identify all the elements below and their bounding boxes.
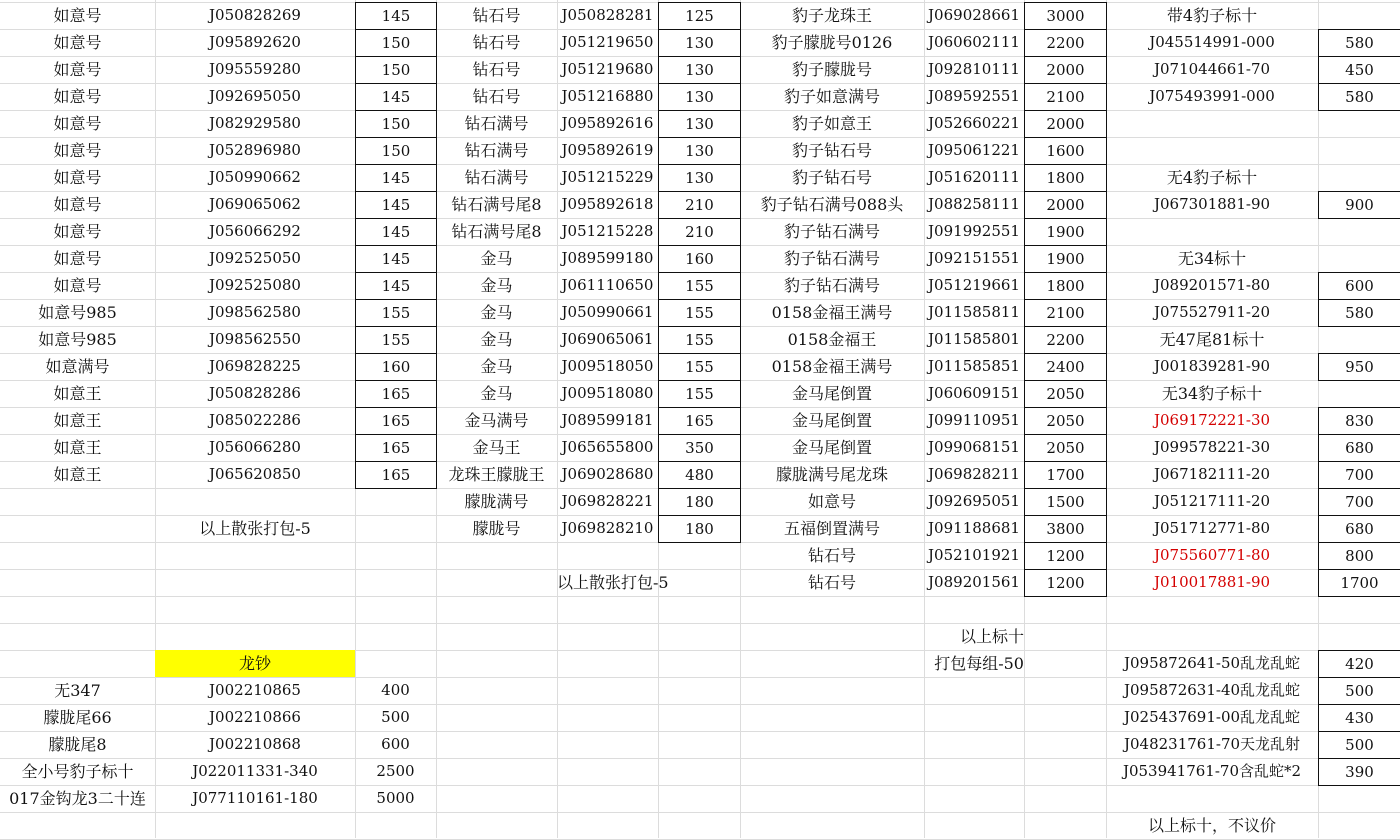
item-name: 豹子龙珠王 (791, 5, 872, 25)
bundle-note: 打包每组-50 (934, 653, 1024, 673)
price-cell: 130 (658, 56, 741, 84)
item-name: 如意号 (807, 491, 856, 511)
item-name: 朦胧满号尾龙珠 (775, 464, 888, 484)
price-cell: 130 (658, 137, 741, 165)
serial-number: J089201571-80 (1153, 276, 1271, 294)
item-name: 金马满号 (464, 410, 529, 430)
serial-number: J001839281-90 (1153, 357, 1271, 375)
price-cell: 500 (381, 708, 410, 726)
item-name: 如意号 (53, 5, 102, 25)
item-name: 金马尾倒置 (791, 383, 872, 403)
item-name: 0158金福王满号 (771, 356, 893, 376)
serial-number: J088258111 (928, 195, 1020, 213)
price-cell: 165 (355, 380, 437, 408)
price-cell: 155 (658, 272, 741, 300)
grid-row-line (0, 623, 1400, 624)
item-name: 017金钩龙3二十连 (9, 788, 146, 808)
price-cell: 390 (1318, 758, 1400, 786)
price-cell: 165 (355, 461, 437, 489)
serial-number: J065620850 (209, 465, 301, 483)
serial-number: J051712771-80 (1153, 519, 1271, 537)
serial-number: J092151551 (928, 249, 1020, 267)
serial-number: J060609151 (928, 384, 1020, 402)
price-cell: 3000 (1024, 2, 1107, 30)
item-name: 金马王 (472, 437, 521, 457)
serial-number: J069828225 (209, 357, 301, 375)
serial-number: J082929580 (209, 114, 301, 132)
serial-number: J069065061 (561, 330, 654, 348)
item-name: 钻石满号 (464, 140, 529, 160)
item-name: 朦胧尾8 (48, 734, 107, 754)
price-cell: 2050 (1024, 434, 1107, 462)
serial-label: J095872641-50乱龙乱蛇 (1123, 654, 1301, 672)
serial-label: J048231761-70天龙乱射 (1123, 735, 1301, 753)
price-cell: 1600 (1024, 137, 1107, 165)
price-cell: 155 (658, 353, 741, 381)
serial-number: J051219680 (561, 60, 654, 78)
item-name: 如意号 (53, 86, 102, 106)
item-name: 0158金福王 (787, 329, 877, 349)
price-cell: 130 (658, 164, 741, 192)
item-name: 如意号985 (38, 329, 117, 349)
item-name: 如意号 (53, 32, 102, 52)
serial-number: J052660221 (928, 114, 1020, 132)
serial-number: J075560771-80 (1153, 546, 1271, 564)
item-name: 如意王 (53, 464, 102, 484)
item-name: 豹子钻石满号088头 (760, 194, 904, 214)
serial-number: J009518050 (561, 357, 654, 375)
serial-number: J077110161-180 (192, 789, 318, 807)
item-name: 如意号 (53, 140, 102, 160)
item-name: 金马 (480, 383, 513, 403)
serial-number: J091992551 (928, 222, 1020, 240)
item-name: 如意号 (53, 248, 102, 268)
item-name: 如意号 (53, 221, 102, 241)
serial-number: J022011331-340 (192, 762, 318, 780)
group-header: 无34标十 (1177, 248, 1247, 268)
serial-number: J051219661 (928, 276, 1020, 294)
item-name: 豹子钻石号 (791, 167, 872, 187)
item-name: 豹子如意满号 (783, 86, 880, 106)
price-cell: 2500 (376, 762, 415, 780)
item-name: 金马尾倒置 (791, 410, 872, 430)
serial-label: J053941761-70含乱蛇*2 (1122, 762, 1302, 780)
price-cell: 210 (658, 218, 741, 246)
serial-number: J050990662 (209, 168, 301, 186)
serial-number: J092695051 (928, 492, 1020, 510)
price-cell: 350 (658, 434, 741, 462)
item-name: 全小号豹子标十 (21, 761, 134, 781)
item-name: 如意号 (53, 167, 102, 187)
price-cell: 150 (355, 110, 437, 138)
item-name: 金马 (480, 248, 513, 268)
price-cell: 1200 (1024, 542, 1107, 570)
price-cell: 160 (658, 245, 741, 273)
price-cell: 950 (1318, 353, 1400, 381)
serial-number: J089201561 (928, 573, 1020, 591)
item-name: 豹子钻石满号 (783, 248, 880, 268)
serial-number: J051215229 (561, 168, 654, 186)
price-cell: 180 (658, 515, 741, 543)
price-cell: 3800 (1024, 515, 1107, 543)
price-cell: 400 (381, 681, 410, 699)
serial-number: J002210866 (209, 708, 301, 726)
item-name: 钻石满号 (464, 113, 529, 133)
price-cell: 800 (1318, 542, 1400, 570)
price-cell: 900 (1318, 191, 1400, 219)
item-name: 金马 (480, 329, 513, 349)
item-name: 如意王 (53, 410, 102, 430)
serial-number: J011585801 (928, 330, 1020, 348)
price-cell: 480 (658, 461, 741, 489)
price-cell: 1500 (1024, 488, 1107, 516)
item-name: 如意号985 (38, 302, 117, 322)
price-cell: 145 (355, 218, 437, 246)
price-cell: 1700 (1024, 461, 1107, 489)
price-cell: 2200 (1024, 326, 1107, 354)
price-cell: 155 (355, 299, 437, 327)
serial-number: J069172221-30 (1153, 411, 1271, 429)
item-name: 如意王 (53, 437, 102, 457)
item-name: 如意号 (53, 59, 102, 79)
serial-number: J051217111-20 (1153, 492, 1271, 510)
item-name: 金马 (480, 356, 513, 376)
price-cell: 145 (355, 2, 437, 30)
price-cell: 680 (1318, 515, 1400, 543)
serial-number: J011585811 (928, 303, 1020, 321)
bundle-note: 以上标十 (959, 626, 1024, 646)
item-name: 0158金福王满号 (771, 302, 893, 322)
price-cell: 145 (355, 83, 437, 111)
price-cell: 160 (355, 353, 437, 381)
serial-number: J095892616 (561, 114, 654, 132)
item-name: 豹子如意王 (791, 113, 872, 133)
serial-number: J089592551 (928, 87, 1020, 105)
price-cell: 700 (1318, 488, 1400, 516)
price-cell: 145 (355, 245, 437, 273)
item-name: 金马 (480, 302, 513, 322)
serial-number: J002210865 (209, 681, 301, 699)
price-cell: 700 (1318, 461, 1400, 489)
serial-number: J098562550 (209, 330, 301, 348)
price-cell: 2050 (1024, 407, 1107, 435)
serial-number: J089599180 (561, 249, 654, 267)
price-cell: 165 (658, 407, 741, 435)
bundle-note: 以上散张打包-5 (199, 518, 311, 538)
price-cell: 680 (1318, 434, 1400, 462)
price-cell: 580 (1318, 83, 1400, 111)
serial-number: J091188681 (928, 519, 1020, 537)
price-cell: 155 (658, 380, 741, 408)
serial-number: J089599181 (561, 411, 654, 429)
serial-number: J069828210 (561, 519, 654, 537)
price-cell: 2100 (1024, 299, 1107, 327)
item-name: 豹子朦胧号 (791, 59, 872, 79)
serial-number: J060602111 (928, 33, 1020, 51)
serial-number: J071044661-70 (1153, 60, 1271, 78)
price-cell: 5000 (376, 789, 415, 807)
serial-number: J045514991-000 (1149, 33, 1275, 51)
bundle-note: 以上散张打包-5 (557, 572, 669, 592)
serial-number: J067182111-20 (1153, 465, 1271, 483)
serial-number: J056066280 (209, 438, 301, 456)
serial-number: J069065062 (209, 195, 301, 213)
item-name: 钻石号 (472, 5, 521, 25)
item-name: 金马尾倒置 (791, 437, 872, 457)
item-name: 豹子钻石满号 (783, 221, 880, 241)
price-cell: 130 (658, 29, 741, 57)
price-cell: 210 (658, 191, 741, 219)
item-name: 钻石号 (472, 59, 521, 79)
serial-number: J092525080 (209, 276, 301, 294)
serial-number: J050828281 (561, 6, 654, 24)
serial-number: J050990661 (561, 303, 654, 321)
price-cell: 2400 (1024, 353, 1107, 381)
serial-number: J052101921 (928, 546, 1020, 564)
item-name: 如意号 (53, 113, 102, 133)
group-header: 带4豹子标十 (1166, 5, 1258, 25)
item-name: 豹子钻石号 (791, 140, 872, 160)
serial-number: J056066292 (209, 222, 301, 240)
price-cell: 145 (355, 164, 437, 192)
price-cell: 2000 (1024, 110, 1107, 138)
item-name: 钻石满号 (464, 167, 529, 187)
serial-number: J098562580 (209, 303, 301, 321)
price-cell: 450 (1318, 56, 1400, 84)
price-cell: 1800 (1024, 272, 1107, 300)
item-name: 如意号 (53, 194, 102, 214)
price-cell: 150 (355, 56, 437, 84)
section-title-longchao: 龙钞 (155, 650, 355, 677)
serial-number: J092525050 (209, 249, 301, 267)
serial-number: J095559280 (209, 60, 301, 78)
price-cell: 1200 (1024, 569, 1107, 597)
serial-label: J025437691-00乱龙乱蛇 (1123, 708, 1301, 726)
serial-number: J065655800 (561, 438, 654, 456)
group-header: 无47尾81标十 (1159, 329, 1265, 349)
item-name: 如意王 (53, 383, 102, 403)
serial-number: J092810111 (928, 60, 1020, 78)
price-cell: 500 (1318, 677, 1400, 705)
price-cell: 155 (658, 326, 741, 354)
serial-number: J051620111 (928, 168, 1020, 186)
serial-number: J051219650 (561, 33, 654, 51)
item-name: 如意满号 (45, 356, 110, 376)
serial-number: J085022286 (209, 411, 301, 429)
serial-number: J099110951 (928, 411, 1020, 429)
price-cell: 580 (1318, 29, 1400, 57)
serial-number: J067301881-90 (1153, 195, 1271, 213)
serial-number: J069828221 (561, 492, 654, 510)
serial-number: J075527911-20 (1153, 303, 1271, 321)
price-cell: 1800 (1024, 164, 1107, 192)
serial-number: J061110650 (561, 276, 654, 294)
price-cell: 430 (1318, 704, 1400, 732)
item-name: 钻石号 (472, 86, 521, 106)
price-cell: 165 (355, 407, 437, 435)
price-cell: 1700 (1318, 569, 1400, 597)
price-cell: 2000 (1024, 191, 1107, 219)
price-cell: 580 (1318, 299, 1400, 327)
item-name: 钻石号 (807, 572, 856, 592)
serial-number: J095061221 (928, 141, 1020, 159)
item-name: 无347 (54, 680, 101, 700)
price-cell: 2100 (1024, 83, 1107, 111)
price-cell: 1900 (1024, 245, 1107, 273)
serial-number: J050828286 (209, 384, 301, 402)
item-name: 朦胧号 (472, 518, 521, 538)
serial-number: J051216880 (561, 87, 654, 105)
no-bargain-note: 以上标十，不议价 (1147, 815, 1276, 835)
price-cell: 830 (1318, 407, 1400, 435)
serial-number: J050828269 (209, 6, 301, 24)
serial-label: J095872631-40乱龙乱蛇 (1123, 681, 1301, 699)
serial-number: J095892618 (561, 195, 654, 213)
serial-number: J052896980 (209, 141, 301, 159)
price-cell: 155 (658, 299, 741, 327)
price-cell: 2000 (1024, 56, 1107, 84)
serial-number: J095892619 (561, 141, 654, 159)
group-header: 无34豹子标十 (1161, 383, 1263, 403)
item-name: 五福倒置满号 (783, 518, 880, 538)
serial-number: J011585851 (928, 357, 1020, 375)
price-cell: 1900 (1024, 218, 1107, 246)
item-name: 钻石满号尾8 (451, 221, 542, 241)
serial-number: J099578221-30 (1153, 438, 1271, 456)
price-cell: 600 (381, 735, 410, 753)
serial-number: J051215228 (561, 222, 654, 240)
serial-number: J002210868 (209, 735, 301, 753)
price-cell: 500 (1318, 731, 1400, 759)
item-name: 金马 (480, 275, 513, 295)
price-cell: 145 (355, 191, 437, 219)
serial-number: J010017881-90 (1153, 573, 1271, 591)
price-cell: 420 (1318, 650, 1400, 678)
group-header: 无4豹子标十 (1166, 167, 1258, 187)
serial-number: J092695050 (209, 87, 301, 105)
price-cell: 150 (355, 29, 437, 57)
item-name: 豹子朦胧号0126 (771, 32, 893, 52)
item-name: 如意号 (53, 275, 102, 295)
price-cell: 130 (658, 110, 741, 138)
serial-number: J069028680 (561, 465, 654, 483)
item-name: 朦胧满号 (464, 491, 529, 511)
price-cell: 125 (658, 2, 741, 30)
serial-number: J009518080 (561, 384, 654, 402)
price-cell: 150 (355, 137, 437, 165)
price-cell: 155 (355, 326, 437, 354)
serial-number: J069028661 (928, 6, 1020, 24)
price-cell: 2050 (1024, 380, 1107, 408)
item-name: 钻石满号尾8 (451, 194, 542, 214)
price-cell: 130 (658, 83, 741, 111)
serial-number: J069828211 (928, 465, 1020, 483)
price-cell: 600 (1318, 272, 1400, 300)
item-name: 朦胧尾66 (43, 707, 112, 727)
grid-row-line (0, 596, 1400, 597)
item-name: 钻石号 (807, 545, 856, 565)
serial-number: J099068151 (928, 438, 1020, 456)
serial-number: J075493991-000 (1149, 87, 1275, 105)
item-name: 龙珠王朦胧王 (448, 464, 545, 484)
serial-number: J095892620 (209, 33, 301, 51)
price-cell: 165 (355, 434, 437, 462)
item-name: 豹子钻石满号 (783, 275, 880, 295)
price-cell: 145 (355, 272, 437, 300)
price-cell: 2200 (1024, 29, 1107, 57)
price-cell: 180 (658, 488, 741, 516)
item-name: 钻石号 (472, 32, 521, 52)
